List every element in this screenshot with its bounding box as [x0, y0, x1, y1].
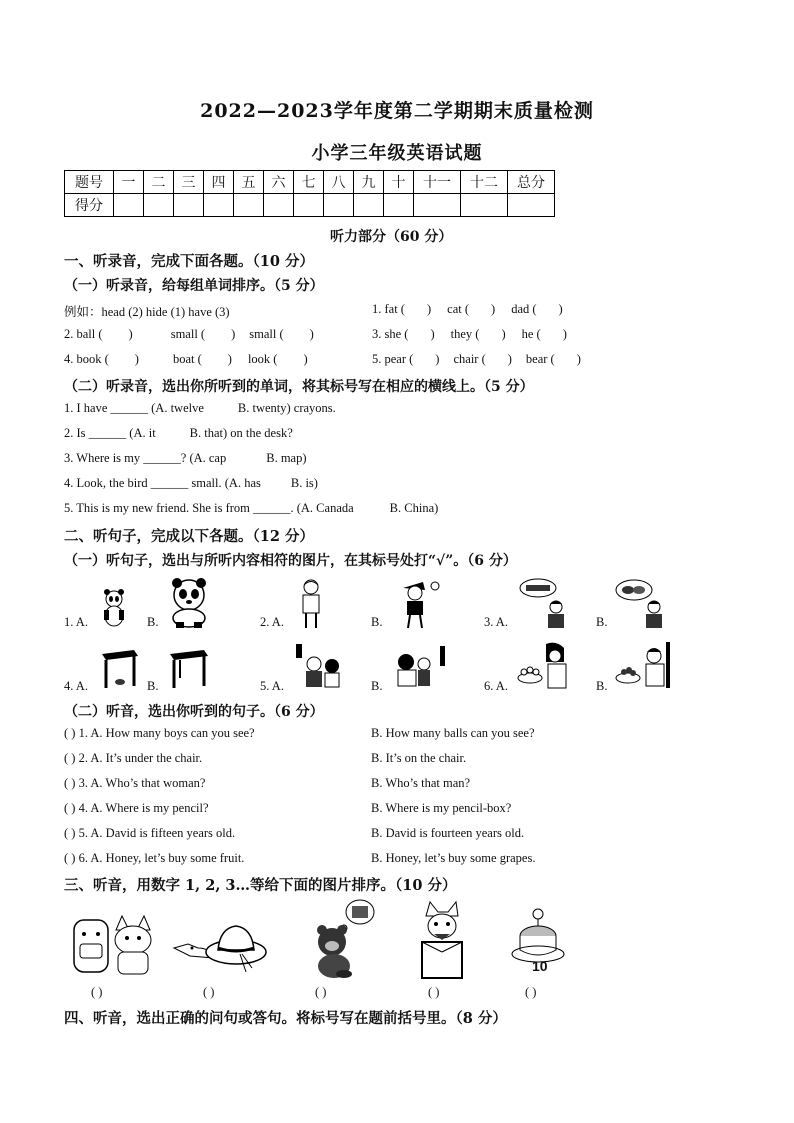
choice-item-2b: B. It’s on the chair. [371, 751, 467, 765]
choice-item-3a: ( ) 3. A. Who’s that woman? [64, 776, 206, 790]
score-cell[interactable] [174, 194, 204, 217]
table-cell: 题号 [65, 171, 114, 194]
boy-thinking-picture [518, 578, 570, 630]
pic-label: 3. A. [484, 615, 508, 629]
paren-close: ) [576, 352, 581, 366]
woman-with-grapes-picture [614, 640, 672, 690]
paren-close: ) [430, 327, 435, 341]
order-blank-3[interactable]: ( ) [315, 985, 327, 999]
boy-thinking-picture-b [614, 578, 668, 630]
paren-close: ) [426, 302, 432, 316]
table-cell: 九 [354, 171, 384, 194]
section-1-heading: 一、听录音，完成下面各题。（10 分） [64, 253, 314, 270]
section-1-part-1-heading: （一）听录音，给每组单词排序。（5 分） [64, 278, 324, 294]
table-cell: 一 [114, 171, 144, 194]
word-item: dad ( [511, 302, 537, 316]
fill-item-2: 2. Is ______ (A. it B. that) on the desk? [64, 426, 293, 440]
word-item: chair ( [453, 352, 486, 366]
word-group-3 [372, 327, 567, 342]
word-item: they ( [450, 327, 480, 341]
pic-label: B. [596, 679, 608, 693]
pic-label: B. [147, 615, 159, 629]
word-item: 4. book ( [64, 352, 109, 366]
choice-item-5a: ( ) 5. A. David is fifteen years old. [64, 826, 236, 840]
score-cell[interactable] [234, 194, 264, 217]
table-cell: 八 [324, 171, 354, 194]
score-cell[interactable] [294, 194, 324, 217]
score-table-header-row [65, 171, 555, 194]
choice-item-6b: B. Honey, let’s buy some grapes. [371, 851, 536, 865]
section-2-heading: 二、听句子，完成以下各题。（12 分） [64, 528, 314, 545]
score-cell[interactable] [384, 194, 414, 217]
example-line: 例如：head (2) hide (1) have (3) [64, 305, 230, 319]
choice-item-1a: ( ) 1. A. How many boys can you see? [64, 726, 255, 740]
boy-picture [296, 578, 326, 630]
desk-with-ball-under-picture [100, 648, 140, 690]
pic-label: B. [371, 679, 383, 693]
order-blank-1[interactable]: ( ) [91, 985, 103, 999]
schoolbag-and-cat-picture [70, 910, 160, 978]
choice-item-5b: B. David is fourteen years old. [371, 826, 525, 840]
score-table-score-row [65, 194, 555, 217]
desk-picture [168, 648, 210, 690]
word-item: cat ( [447, 302, 470, 316]
order-blank-5[interactable]: ( ) [525, 985, 537, 999]
section-4-heading: 四、听音，选出正确的问句或答句。将标号写在题前括号里。（8 分） [64, 1010, 507, 1027]
word-item: look ( [247, 352, 278, 366]
pic-label: B. [371, 615, 383, 629]
fill-item-3: 3. Where is my ______? (A. cap B. map) [64, 451, 307, 465]
word-item: 5. pear ( [372, 352, 414, 366]
choice-item-4a: ( ) 4. A. Where is my pencil? [64, 801, 209, 815]
table-cell: 二 [144, 171, 174, 194]
small-panda-picture [100, 588, 128, 628]
paren-close: ) [134, 352, 139, 366]
order-blank-4[interactable]: ( ) [428, 985, 440, 999]
score-cell[interactable] [264, 194, 294, 217]
exam-title: 2022—2023学年度第二学期期末质量检测 [200, 100, 594, 122]
woman-with-fruit-picture [516, 640, 578, 690]
word-group-4 [64, 352, 308, 367]
score-table [64, 170, 555, 217]
word-group-5 [372, 352, 581, 367]
fill-item-4: 4. Look, the bird ______ small. (A. has B. is) [64, 476, 318, 490]
pic-label: 6. A. [484, 679, 508, 693]
score-cell[interactable] [354, 194, 384, 217]
choice-item-2a: ( ) 2. A. It’s under the chair. [64, 751, 203, 765]
word-item: boat ( [172, 352, 202, 366]
fox-in-box-picture [414, 900, 470, 980]
section-3-heading: 三、听音，用数字 1, 2, 3…等给下面的图片排序。（10 分） [64, 877, 457, 894]
paren-close: ) [128, 327, 133, 341]
choice-item-1b: B. How many balls can you see? [371, 726, 535, 740]
order-blank-2[interactable]: ( ) [203, 985, 215, 999]
pic-label: B. [596, 615, 608, 629]
paren-close: ) [507, 352, 512, 366]
paren-close: ) [231, 327, 236, 341]
paren-close: ) [558, 302, 563, 316]
table-cell: 十 [384, 171, 414, 194]
score-cell[interactable] [414, 194, 461, 217]
word-item: 2. ball ( [64, 327, 103, 341]
pic-label: 2. A. [260, 615, 284, 629]
bear-thinking-picture [310, 898, 376, 980]
listening-part-header: 听力部分（60 分） [330, 229, 453, 245]
section-1-part-2-heading: （二）听录音，选出你所听到的单词，将其标号写在相应的横线上。（5 分） [64, 379, 534, 395]
score-cell[interactable] [204, 194, 234, 217]
word-item: small ( [170, 327, 206, 341]
word-group-1 [372, 302, 563, 317]
table-cell: 五 [234, 171, 264, 194]
bird-and-hat-picture [170, 918, 268, 976]
section-2-part-2-heading: （二）听音，选出你听到的句子。（6 分） [64, 704, 324, 720]
people-talking-picture-b [392, 642, 450, 690]
pic-label: 1. A. [64, 615, 88, 629]
fill-item-1: 1. I have ______ (A. twelve B. twenty) crayons. [64, 401, 336, 415]
table-cell: 十一 [414, 171, 461, 194]
word-item: 1. fat ( [372, 302, 405, 316]
word-item: bear ( [525, 352, 555, 366]
choice-item-6a: ( ) 6. A. Honey, let’s buy some fruit. [64, 851, 245, 865]
cake-number: 10 [532, 958, 548, 974]
paren-close: ) [501, 327, 506, 341]
score-cell[interactable] [508, 194, 555, 217]
paren-close: ) [435, 352, 440, 366]
table-cell: 得分 [65, 194, 114, 217]
score-cell[interactable] [114, 194, 144, 217]
pic-label: 4. A. [64, 679, 88, 693]
paren-close: ) [309, 327, 314, 341]
choice-item-4b: B. Where is my pencil-box? [371, 801, 512, 815]
table-cell: 总分 [508, 171, 555, 194]
table-cell: 三 [174, 171, 204, 194]
score-cell[interactable] [461, 194, 508, 217]
people-talking-picture-a [292, 642, 346, 690]
table-cell: 四 [204, 171, 234, 194]
word-item: he ( [521, 327, 541, 341]
table-cell: 六 [264, 171, 294, 194]
word-group-2 [64, 327, 314, 342]
score-cell[interactable] [144, 194, 174, 217]
paren-close: ) [303, 352, 308, 366]
exam-subtitle: 小学三年级英语试题 [311, 143, 483, 164]
paren-close: ) [562, 327, 567, 341]
big-panda-picture [168, 578, 210, 628]
paren-close: ) [227, 352, 232, 366]
pic-label: 5. A. [260, 679, 284, 693]
word-item: 3. she ( [372, 327, 409, 341]
table-cell: 七 [294, 171, 324, 194]
pic-label: B. [147, 679, 159, 693]
girl-with-cap-picture [395, 578, 443, 630]
table-cell: 十二 [461, 171, 508, 194]
score-cell[interactable] [324, 194, 354, 217]
section-2-part-1-heading: （一）听句子，选出与所听内容相符的图片，在其标号处打“√”。（6 分） [64, 553, 517, 569]
word-item: small ( [249, 327, 284, 341]
choice-item-3b: B. Who’s that man? [371, 776, 471, 790]
paren-close: ) [491, 302, 496, 316]
fill-item-5: 5. This is my new friend. She is from ______. (A. Canada B. China) [64, 501, 439, 515]
